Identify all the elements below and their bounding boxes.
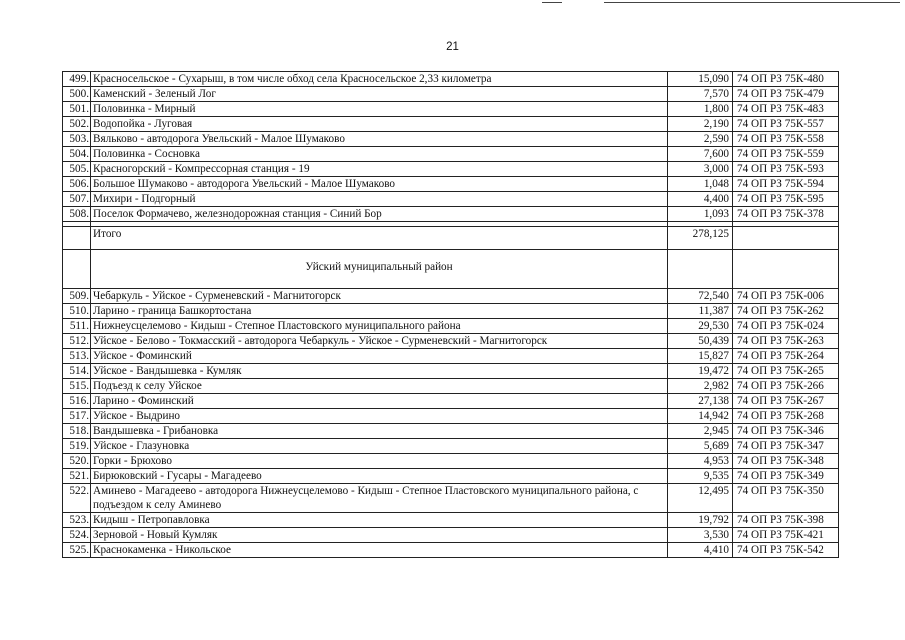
table-row xyxy=(63,207,839,222)
row-number: 515. xyxy=(63,379,91,394)
table-row xyxy=(63,132,839,147)
table-row xyxy=(63,513,839,528)
road-code: 74 ОП РЗ 75К-559 xyxy=(733,147,839,162)
row-number: 512. xyxy=(63,334,91,349)
total-value: 278,125 xyxy=(668,227,733,250)
row-number: 509. xyxy=(63,289,91,304)
table-row xyxy=(63,102,839,117)
road-length: 2,945 xyxy=(668,424,733,439)
row-number: 516. xyxy=(63,394,91,409)
row-number: 500. xyxy=(63,87,91,102)
road-name: Вандышевка - Грибановка xyxy=(91,424,668,439)
row-number: 504. xyxy=(63,147,91,162)
road-length: 1,800 xyxy=(668,102,733,117)
road-code: 74 ОП РЗ 75К-006 xyxy=(733,289,839,304)
road-code: 74 ОП РЗ 75К-593 xyxy=(733,162,839,177)
road-code: 74 ОП РЗ 75К-024 xyxy=(733,319,839,334)
table-body-part-2 xyxy=(63,289,839,558)
road-length: 9,535 xyxy=(668,469,733,484)
table-row xyxy=(63,543,839,558)
table-row xyxy=(63,349,839,364)
road-code: 74 ОП РЗ 75К-262 xyxy=(733,304,839,319)
total-label: Итого xyxy=(91,227,668,250)
table-row xyxy=(63,379,839,394)
road-name: Красносельское - Сухарыш, в том числе обход села Красносельское 2,33 километра xyxy=(91,72,668,87)
table-row xyxy=(63,439,839,454)
table-row xyxy=(63,147,839,162)
row-number: 501. xyxy=(63,102,91,117)
row-number: 505. xyxy=(63,162,91,177)
road-name: Горки - Брюхово xyxy=(91,454,668,469)
road-length: 4,410 xyxy=(668,543,733,558)
road-code: 74 ОП РЗ 75К-483 xyxy=(733,102,839,117)
road-length: 4,400 xyxy=(668,192,733,207)
road-length: 72,540 xyxy=(668,289,733,304)
road-name: Каменский - Зеленый Лог xyxy=(91,87,668,102)
road-name: Подъезд к селу Уйское xyxy=(91,379,668,394)
road-name: Половинка - Сосновка xyxy=(91,147,668,162)
road-length: 4,953 xyxy=(668,454,733,469)
road-length: 3,530 xyxy=(668,528,733,543)
row-number: 520. xyxy=(63,454,91,469)
road-code: 74 ОП РЗ 75К-421 xyxy=(733,528,839,543)
row-number: 518. xyxy=(63,424,91,439)
road-length: 2,590 xyxy=(668,132,733,147)
road-length: 19,472 xyxy=(668,364,733,379)
road-name: Вяльково - автодорога Увельский - Малое Шумаково xyxy=(91,132,668,147)
road-name: Краснокаменка - Никольское xyxy=(91,543,668,558)
road-code: 74 ОП РЗ 75К-558 xyxy=(733,132,839,147)
road-code: 74 ОП РЗ 75К-557 xyxy=(733,117,839,132)
road-name: Зерновой - Новый Кумляк xyxy=(91,528,668,543)
row-number: 521. xyxy=(63,469,91,484)
row-number: 522. xyxy=(63,484,91,513)
table-body-part-1 xyxy=(63,72,839,222)
road-code: 74 ОП РЗ 75К-346 xyxy=(733,424,839,439)
section-title: Уйский муниципальный район xyxy=(91,250,668,289)
section-header-row xyxy=(63,250,839,289)
road-name: Михири - Подгорный xyxy=(91,192,668,207)
row-number: 519. xyxy=(63,439,91,454)
row-number: 499. xyxy=(63,72,91,87)
row-number: 524. xyxy=(63,528,91,543)
road-code: 74 ОП РЗ 75К-378 xyxy=(733,207,839,222)
road-length: 1,048 xyxy=(668,177,733,192)
road-name: Нижнеусцелемово - Кидыш - Степное Пластовского муниципального района xyxy=(91,319,668,334)
road-length: 7,570 xyxy=(668,87,733,102)
table-row xyxy=(63,117,839,132)
road-code: 74 ОП РЗ 75К-264 xyxy=(733,349,839,364)
road-name: Уйское - Выдрино xyxy=(91,409,668,424)
road-code: 74 ОП РЗ 75К-265 xyxy=(733,364,839,379)
row-number: 511. xyxy=(63,319,91,334)
road-length: 2,982 xyxy=(668,379,733,394)
table-row xyxy=(63,469,839,484)
page-number: 21 xyxy=(446,41,459,53)
road-code: 74 ОП РЗ 75К-542 xyxy=(733,543,839,558)
road-code: 74 ОП РЗ 75К-263 xyxy=(733,334,839,349)
road-name: Уйское - Глазуновка xyxy=(91,439,668,454)
road-name: Аминево - Магадеево - автодорога Нижнеусцелемово - Кидыш - Степное Пластовского муниципального района, с подъездом к селу Аминево xyxy=(91,484,668,513)
road-length: 12,495 xyxy=(668,484,733,513)
table-row xyxy=(63,484,839,513)
road-length: 27,138 xyxy=(668,394,733,409)
road-code: 74 ОП РЗ 75К-349 xyxy=(733,469,839,484)
row-number: 510. xyxy=(63,304,91,319)
table-row xyxy=(63,454,839,469)
table-row xyxy=(63,528,839,543)
table-row xyxy=(63,177,839,192)
road-code: 74 ОП РЗ 75К-595 xyxy=(733,192,839,207)
road-length: 3,000 xyxy=(668,162,733,177)
row-number: 525. xyxy=(63,543,91,558)
road-code: 74 ОП РЗ 75К-268 xyxy=(733,409,839,424)
road-name: Половинка - Мирный xyxy=(91,102,668,117)
top-rule-short xyxy=(542,2,562,3)
row-number: 502. xyxy=(63,117,91,132)
road-length: 15,090 xyxy=(668,72,733,87)
top-rule-long xyxy=(604,2,900,3)
road-name: Красногорский - Компрессорная станция - 19 xyxy=(91,162,668,177)
road-code: 74 ОП РЗ 75К-398 xyxy=(733,513,839,528)
road-length: 50,439 xyxy=(668,334,733,349)
road-name: Уйское - Белово - Токмасский - автодорога Чебаркуль - Уйское - Сурменевский - Магнитогорск xyxy=(91,334,668,349)
roads-table xyxy=(62,71,839,558)
road-name: Кидыш - Петропавловка xyxy=(91,513,668,528)
table-row xyxy=(63,289,839,304)
table-row xyxy=(63,192,839,207)
road-name: Большое Шумаково - автодорога Увельский - Малое Шумаково xyxy=(91,177,668,192)
row-number: 514. xyxy=(63,364,91,379)
road-name: Ларино - граница Башкортостана xyxy=(91,304,668,319)
road-code: 74 ОП РЗ 75К-266 xyxy=(733,379,839,394)
table-row xyxy=(63,72,839,87)
road-code: 74 ОП РЗ 75К-594 xyxy=(733,177,839,192)
table-row xyxy=(63,394,839,409)
row-number: 506. xyxy=(63,177,91,192)
road-length: 1,093 xyxy=(668,207,733,222)
table-total-block xyxy=(63,222,839,289)
table-row xyxy=(63,424,839,439)
road-name: Чебаркуль - Уйское - Сурменевский - Магнитогорск xyxy=(91,289,668,304)
road-name: Поселок Формачево, железнодорожная станция - Синий Бор xyxy=(91,207,668,222)
table-row xyxy=(63,162,839,177)
road-name: Бирюковский - Гусары - Магадеево xyxy=(91,469,668,484)
road-length: 14,942 xyxy=(668,409,733,424)
road-length: 29,530 xyxy=(668,319,733,334)
road-name: Уйское - Вандышевка - Кумляк xyxy=(91,364,668,379)
row-number: 507. xyxy=(63,192,91,207)
road-length: 15,827 xyxy=(668,349,733,364)
table-row xyxy=(63,87,839,102)
table-row xyxy=(63,319,839,334)
road-code: 74 ОП РЗ 75К-350 xyxy=(733,484,839,513)
road-code: 74 ОП РЗ 75К-347 xyxy=(733,439,839,454)
road-name: Ларино - Фоминский xyxy=(91,394,668,409)
road-name: Уйское - Фоминский xyxy=(91,349,668,364)
row-number: 503. xyxy=(63,132,91,147)
road-code: 74 ОП РЗ 75К-479 xyxy=(733,87,839,102)
road-length: 19,792 xyxy=(668,513,733,528)
row-number: 517. xyxy=(63,409,91,424)
road-code: 74 ОП РЗ 75К-480 xyxy=(733,72,839,87)
road-code: 74 ОП РЗ 75К-348 xyxy=(733,454,839,469)
table-row xyxy=(63,304,839,319)
road-length: 7,600 xyxy=(668,147,733,162)
road-length: 5,689 xyxy=(668,439,733,454)
table-row xyxy=(63,409,839,424)
row-number: 523. xyxy=(63,513,91,528)
row-number: 513. xyxy=(63,349,91,364)
row-number: 508. xyxy=(63,207,91,222)
road-code: 74 ОП РЗ 75К-267 xyxy=(733,394,839,409)
table-row xyxy=(63,364,839,379)
road-length: 11,387 xyxy=(668,304,733,319)
total-row xyxy=(63,227,839,250)
road-length: 2,190 xyxy=(668,117,733,132)
road-name: Водопойка - Луговая xyxy=(91,117,668,132)
table-row xyxy=(63,334,839,349)
